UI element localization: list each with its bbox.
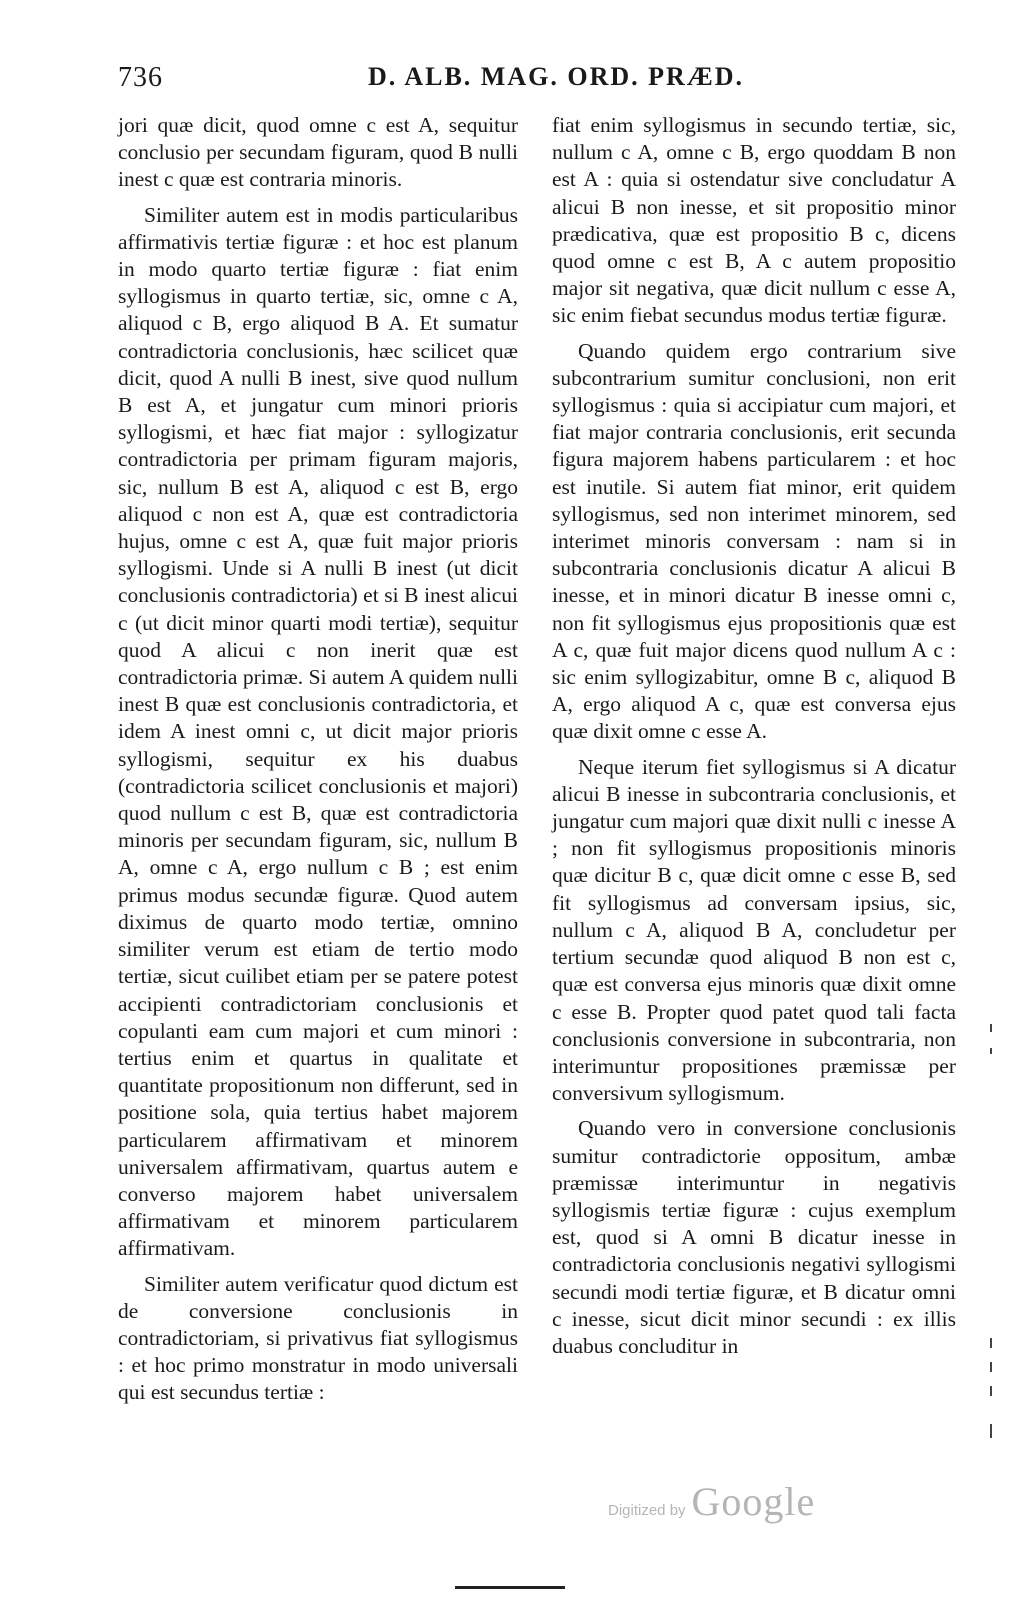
margin-scan-mark: [990, 1024, 992, 1032]
digitized-watermark: [608, 1478, 815, 1525]
page-number: 736: [118, 62, 163, 93]
bottom-rule: [455, 1586, 565, 1589]
margin-scan-mark: [990, 1362, 992, 1372]
paragraph: Similiter autem est in modis particularibus affirmativis tertiæ figuræ : et hoc est planum in modo quarto tertiæ figuræ : fiat enim syllogismus in quarto tertiæ, sic, omne c A, aliquod c B, ergo aliquod B A. Et sumatur contradictoria conclusionis, hæc scilicet quæ dicit, quod A nulli B inest, sive quod nullum B est A, et jungatur cum minori prioris syllogismi, et hæc fiat major : syllogizatur contradictoria per primam figuram majoris, sic, nullum B est A, aliquod c est B, ergo aliquod c non est A, quæ est contradictoria hujus, omne c est A, quæ fuit major prioris syllogismi. Unde si A nulli B inest (ut dicit conclusionis contradictoria) et si B inest alicui c (ut dicit minor quarti modi tertiæ), sequitur quod A alicui c non inerit quæ est contradictoria primæ. Si autem A quidem nulli inest B quæ est conclusionis contradictoria, et idem A inest omni c, ut dicit major prioris syllogismi, sequitur ex his duabus (contradictoria scilicet conclusionis et majori) quod nullum c est B, quæ est contradictoria minoris per secundam figuram, sic, nullum B A, omne c A, ergo nullum c B ; est enim primus modus secundæ figuræ. Quod autem diximus de quarto modo tertiæ, omnino similiter verum est etiam de tertio modo tertiæ, sicut cuilibet etiam per se patere potest accipienti contradictoriam conclusionis et copulanti eam cum majori et cum minori : tertius enim et quartus in qualitate et quantitate propositionum non differunt, sed in positione sola, quia tertius habet majorem particularem affirmativam et minorem universalem affirmativam, quartus autem e converso majorem habet universalem affirmativam et minorem particularem affirmativam.: [118, 202, 518, 1261]
margin-scan-mark: [990, 1048, 992, 1054]
paragraph: Quando quidem ergo contrarium sive subcontrarium sumitur conclusioni, non erit syllogismus : quia si accipiatur cum majori, et fiat major contraria conclusionis, erit secunda figura majorem habens particularem : et hoc est inutile. Si autem fiat minor, erit quidem syllogismus, sed non interimet minorem, sed interimet minoris conversam : nam si in subcontraria conclusionis dicatur A alicui B inesse, et in minori dicatur B inesse omni c, non fit syllogismus ejus propositionis quæ est A c, quæ fuit major dicens quod nullum A c : sic enim syllogizabitur, omne B c, aliquod B A, ergo aliquod A c, quæ est conversa ejus quæ dixit omne c esse A.: [552, 338, 956, 744]
paragraph: Neque iterum fiet syllogismus si A dicatur alicui B inesse in subcontraria conclusionis, et jungatur cum majori quæ dixit nulli c inesse A ; non fit syllogismus propositionis minoris quæ dicitur B c, quæ dicit omne c esse B, sed fit syllogismus ad conversam ipsius, sic, nullum c A, aliquod B A, concludetur per tertium secundæ quod aliquod B non est c, quæ est conversa ejus minoris quæ dixit omne c esse B. Propter quod patet quod tali facta conclusionis conversione in subcontraria, non interimuntur propositiones præmissæ per conversivum syllogismum.: [552, 754, 956, 1106]
digitized-label: Digitized by: [608, 1502, 686, 1519]
running-head: D. ALB. MAG. ORD. PRÆD.: [368, 62, 745, 91]
margin-scan-mark: [990, 1424, 992, 1438]
page-header: [118, 62, 938, 102]
paragraph: Quando vero in conversione conclusionis sumitur contradictorie oppositum, ambæ præmissæ interimuntur in negativis syllogismis tertiæ figuræ : cujus exemplum est, quod si A omni B dicatur inesse in contradictoria conclusionis negativi syllogismi secundi modi tertiæ figuræ, et B dicatur omni c inesse, sicut dicit minor secundi : ex illis duabus concluditur in: [552, 1116, 956, 1358]
paragraph: jori quæ dicit, quod omne c est A, sequitur conclusio per secundam figuram, quod B nulli inest c quæ est contraria minoris.: [118, 113, 518, 192]
right-column: [552, 112, 956, 1368]
paragraph: fiat enim syllogismus in secundo tertiæ, sic, nullum c A, omne c B, ergo quoddam B non est A : quia si ostendatur sive concludatur A alicui B non inesse, et sit propositio minor prædicativa, quæ est propositio B c, dicens quod omne c est B, A c autem propositio major sit negativa, quæ dicit nullum c esse A, sic enim fiebat secundus modus tertiæ figuræ.: [552, 113, 956, 328]
margin-scan-mark: [990, 1338, 992, 1348]
paragraph: Similiter autem verificatur quod dictum est de conversione conclusionis in contradictoriam, si privativus fiat syllogismus : et hoc primo monstratur in modo universali qui est secundus tertiæ :: [118, 1271, 518, 1405]
google-logo: Google: [691, 1479, 816, 1524]
left-column: [118, 112, 518, 1415]
margin-scan-mark: [990, 1386, 992, 1396]
